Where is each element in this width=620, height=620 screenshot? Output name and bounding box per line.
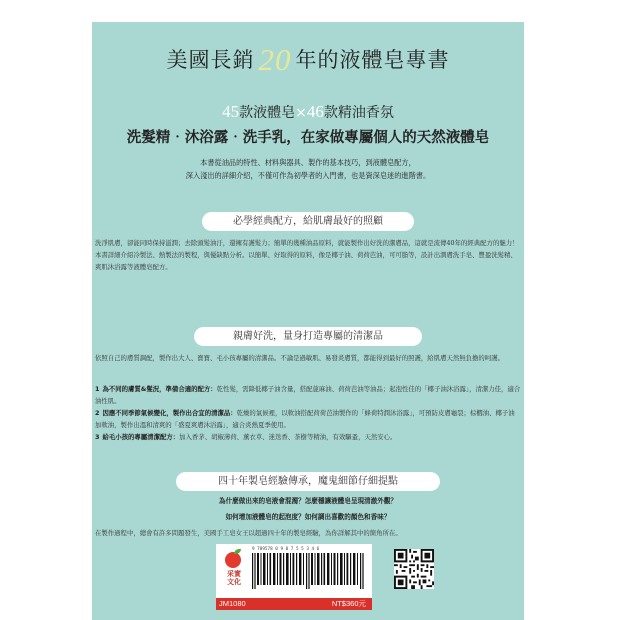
apple-icon	[225, 552, 241, 568]
oil-count: 46	[306, 102, 324, 121]
barcode-icon	[252, 553, 364, 589]
publisher-name-line: 采實	[227, 570, 241, 578]
closing-text: 在製作過程中，總會有許多問題發生，美國手工皂女王以超過四十年的製皂經驗，為你詳解其中的箇角所在。	[95, 529, 402, 537]
price-label: NT$360元	[331, 599, 366, 608]
intro-line: 深入淺出的詳細介紹，不僅可作為初學者的入門書，也是資深皂迷的進階書。	[185, 171, 431, 180]
publisher-logo	[220, 552, 248, 588]
product-code: JM1080	[219, 599, 246, 608]
list-number: 1	[95, 385, 100, 393]
list-number: 2	[95, 409, 100, 417]
publisher-name-line: 文化	[227, 578, 241, 586]
oil-count-label: 款精油香氛	[323, 105, 394, 121]
list-item-label: 給毛小孩的專屬清潔配方：	[102, 433, 180, 441]
list-item	[95, 383, 521, 407]
list-item	[95, 431, 521, 443]
leaf-icon	[234, 549, 241, 554]
list-item-text: 乾燥的氣候裡，以軟油搭配荷荷芭油製作的「蜂荷特潤沐浴露」，可預防皮膚龜裂；棕櫚油、椰子油加軟油，製作出溫和清爽的「盛夏爽膚沐浴露」，適合炎熱夏季使用。	[95, 409, 515, 429]
book-back-cover	[92, 22, 524, 620]
subtitle-products: 洗髮精‧沐浴露‧洗手乳，在家做專屬個人的天然液體皂	[126, 129, 490, 146]
headline-prefix: 美國長銷	[166, 48, 255, 72]
list-item-label: 為不同的膚質&髮況，準備合適的配方：	[102, 385, 217, 393]
subtitle-counts	[92, 102, 524, 122]
section-heading-classic: 必學經典配方，給肌膚最好的照顧	[202, 212, 414, 231]
list-item-text: 加入香茅、胡椒薄荷、薰衣草、迷迭香、茶樹等精油，有效驅蚤，天然安心。	[179, 433, 397, 441]
barcode-digits: 9 789578 0 9 0 7 5 5 3 4 6	[252, 547, 320, 552]
soap-count-label: 款液體皂	[239, 105, 296, 121]
headline	[92, 42, 524, 78]
list-number: 3	[95, 433, 100, 441]
times-sign: ×	[295, 105, 307, 121]
list-item-label: 因應不同季節氣候變化，製作出合宜的清潔品：	[102, 409, 237, 417]
section-body-custom: 依照自己的膚質調配，製作出大人、寶寶、毛小孩專屬的清潔品。不論是過敏肌、易發炎膚質，都能得到最好的照護，給肌膚天然無負擔的呵護。	[95, 354, 504, 362]
soap-count: 45	[222, 102, 240, 121]
qr-code-icon	[394, 549, 434, 589]
intro-text	[112, 156, 504, 182]
question-lather: 如何增加液體皂的起泡度？如何調出喜歡的顏色和香味？	[225, 513, 391, 521]
section-heading-custom: 親膚好洗，量身打造專屬的清潔品	[194, 327, 422, 346]
feature-list	[95, 383, 521, 443]
section-body-classic: 洗淨肌膚，卻能同時保持滋潤；去除頭髮油汙，還擁有護髮力；簡單的幾種油品原料，就能製作出好洗的潔膚品，這就是流傳40年的經典配方的魅力！本書詳細介紹冷製法、熱製法的製程，與優缺點分析。以簡單、好取得的原料，像是椰子油、荷荷芭油，可可脂等，設計出潤膚洗手皂、豐盈洗髮精、爽肌沐浴露等液體皂配方。	[95, 239, 519, 271]
price-strip	[216, 598, 372, 610]
question-clarity: 為什麼做出來的皂液會混濁？怎麼穩讓液體皂呈現清澈外觀？	[218, 497, 398, 505]
publisher-name	[222, 570, 246, 586]
isbn-barcode-panel	[216, 544, 372, 598]
headline-suffix: 年的液體皂專書	[295, 48, 450, 72]
list-item-text: 乾性髮，需降低椰子油含量，搭配蓖麻油、荷荷芭油等油品；起泡性佳的「椰子油沐浴露」，清潔力佳，適合油性肌。	[95, 385, 521, 405]
section-heading-experience: 四十年製皂經驗傳承，魔鬼細節仔細提點	[176, 472, 440, 491]
list-item	[95, 407, 521, 431]
headline-number: 20	[258, 42, 292, 77]
intro-line: 本書從油品的特性、材料與器具、製作的基本技巧，到液體皂配方，	[200, 158, 416, 167]
